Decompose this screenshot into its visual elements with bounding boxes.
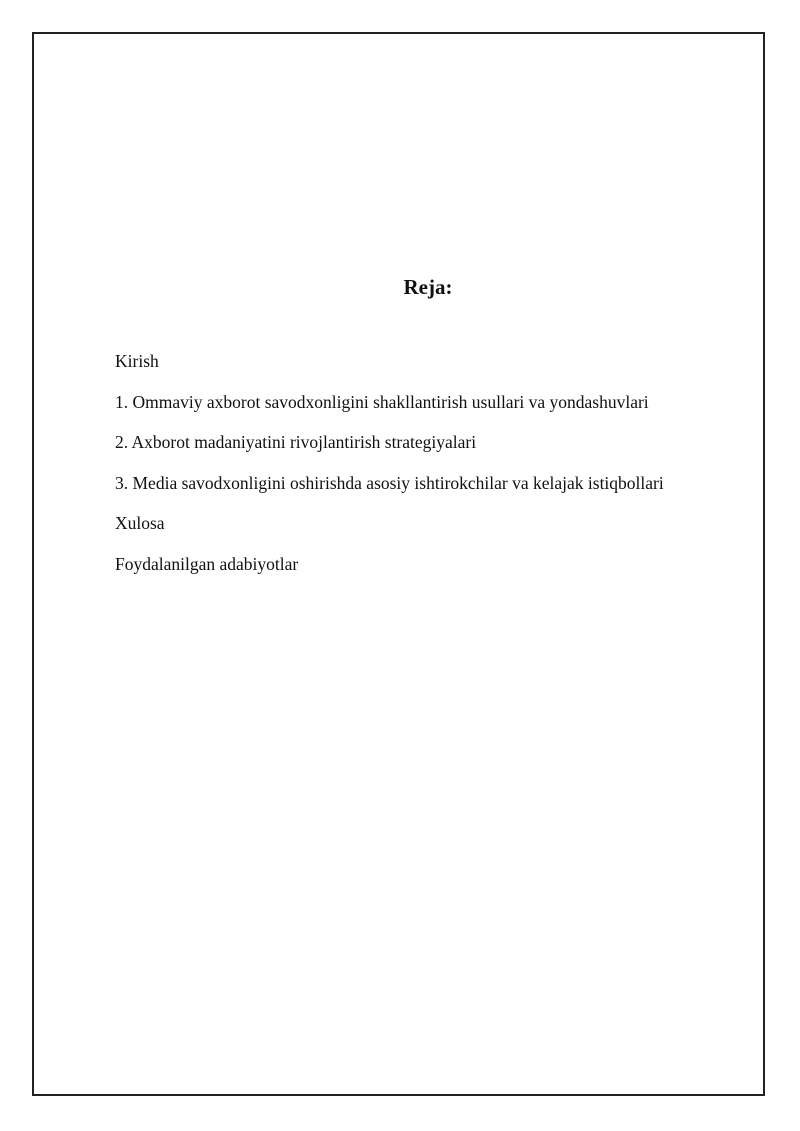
toc-item-chapter-2: 2. Axborot madaniyatini rivojlantirish strategiyalari [115, 432, 477, 452]
toc-item-conclusion: Xulosa [115, 513, 165, 533]
toc-item-chapter-3: 3. Media savodxonligini oshirishda asosiy ishtirokchilar va kelajak istiqbollari [115, 472, 664, 493]
page-title: Reja: [403, 275, 453, 299]
toc-item-references: Foydalanilgan adabiyotlar [115, 553, 299, 574]
toc-item-introduction: Kirish [115, 351, 159, 371]
table-of-contents [115, 350, 664, 593]
toc-item-chapter-1: 1. Ommaviy axborot savodxonligini shakllantirish usullari va yondashuvlari [115, 391, 649, 412]
